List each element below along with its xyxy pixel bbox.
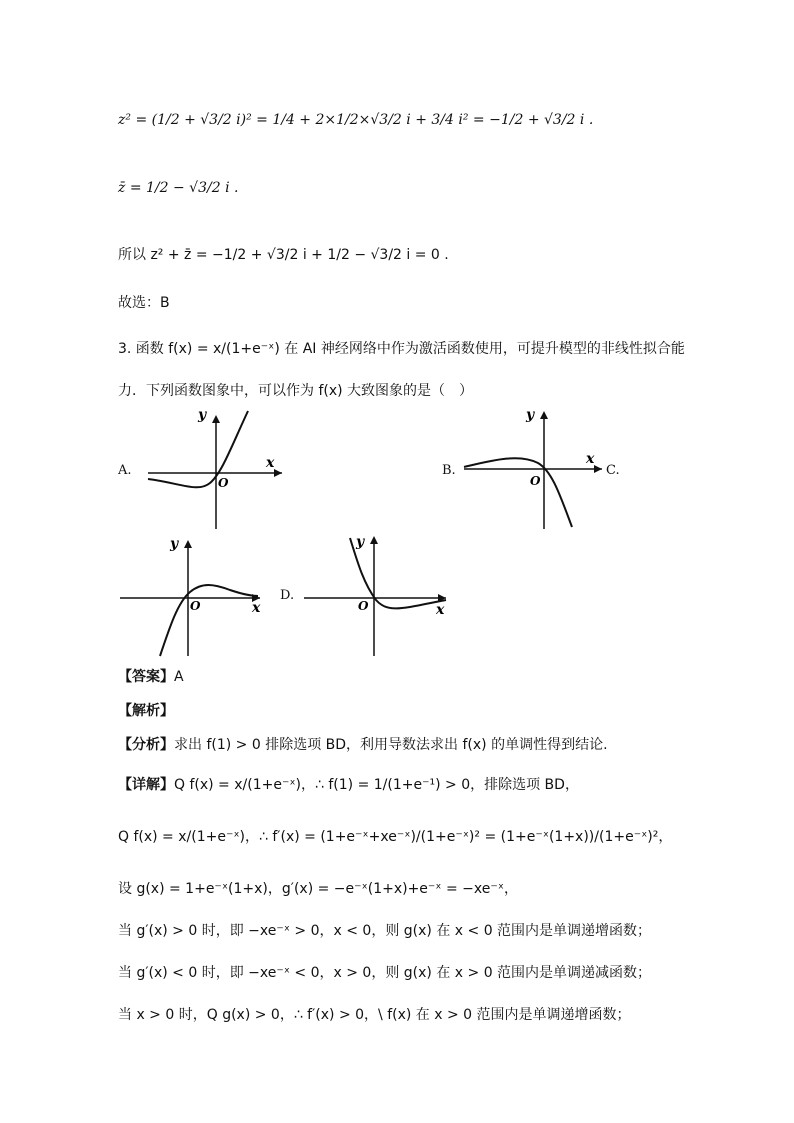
xiangjie-text-4: 当 g′(x) > 0 时，即 −xe⁻ˣ > 0，x < 0，则 g(x) 在 x < 0 范围内是单调递增函数； (118, 923, 652, 939)
answer-tag: 【答案】 (118, 669, 174, 685)
xiangjie-text-6: 当 x > 0 时，Q g(x) > 0，∴ f′(x) > 0，\ f(x) 在 x > 0 范围内是单调递增函数； (118, 1007, 631, 1023)
graph-c-y-arrow (184, 540, 192, 548)
graph-d-x-label: x (436, 602, 445, 618)
xiangjie-text-2: Q f(x) = x/(1+e⁻ˣ)，∴ f′(x) = (1+e⁻ˣ+xe⁻ˣ)/(1+e⁻ˣ)² = (1+e⁻ˣ(1+x))/(1+e⁻ˣ)²， (118, 829, 673, 845)
choose-b-text: 故选：B (118, 295, 170, 311)
answer-line (118, 666, 184, 686)
graph-b-x-label: x (586, 451, 595, 467)
xiangjie-line-1 (118, 774, 579, 794)
z-squared-line (118, 112, 593, 128)
question-3-text-1: 3. 函数 f(x) = x/(1+e⁻ˣ) 在 AI 神经网络中作为激活函数使用，可提升模型的非线性拟合能 (118, 341, 685, 357)
xiangjie-tag: 【详解】 (118, 777, 174, 793)
graph-a-x-arrow (274, 469, 282, 477)
analysis-line (118, 700, 174, 720)
xiangjie-line-2 (118, 826, 672, 846)
graph-b-x-arrow (594, 465, 602, 473)
option-d-label: D. (280, 588, 295, 603)
graph-c-x-label: x (252, 600, 261, 616)
option-c-label: C. (606, 463, 620, 478)
graph-a (140, 405, 290, 535)
graph-c-y-label: y (170, 536, 179, 552)
sum-line (118, 244, 449, 264)
graph-d-y-label: y (356, 534, 365, 550)
xiangjie-line-3 (118, 878, 518, 898)
z-conjugate-line (118, 180, 238, 196)
xiangjie-text-1: Q f(x) = x/(1+e⁻ˣ)，∴ f(1) = 1/(1+e⁻¹) > 0，排除选项 BD， (174, 777, 579, 793)
xiangjie-line-4 (118, 920, 651, 940)
answer-value: A (174, 669, 184, 685)
graph-a-x-label: x (266, 455, 275, 471)
question-3-line-2 (118, 380, 473, 400)
choose-b-line (118, 292, 170, 312)
graph-a-origin-label: O (218, 476, 229, 490)
graph-d-origin-label: O (358, 599, 369, 613)
xiangjie-text-5: 当 g′(x) < 0 时，即 −xe⁻ˣ < 0，x > 0，则 g(x) 在 x > 0 范围内是单调递减函数； (118, 965, 652, 981)
graph-d-y-arrow (370, 536, 378, 544)
option-b-label: B. (442, 463, 456, 478)
graph-b-y-arrow (540, 411, 548, 419)
graph-b-origin-label: O (530, 474, 541, 488)
z-conjugate-text: z̄ = 1/2 − √3/2 i . (118, 180, 239, 196)
graph-b-y-label: y (526, 407, 535, 423)
graph-b (460, 405, 610, 535)
graph-c-curve (160, 585, 258, 656)
graph-a-y-arrow (212, 415, 220, 423)
question-3-text-2: 力．下列函数图象中，可以作为 f(x) 大致图象的是（ ） (118, 383, 474, 399)
graph-a-y-label: y (198, 407, 207, 423)
fenxi-tag: 【分析】 (118, 737, 174, 753)
option-a-label: A. (118, 463, 132, 478)
fenxi-text: 求出 f(1) > 0 排除选项 BD，利用导数法求出 f(x) 的单调性得到结论. (174, 737, 608, 753)
xiangjie-line-6 (118, 1004, 631, 1024)
question-3-line-1 (118, 338, 685, 358)
graph-d (300, 530, 455, 660)
graph-c (118, 530, 268, 660)
analysis-tag: 【解析】 (118, 703, 174, 719)
z-squared-text: z² = (1/2 + √3/2 i)² = 1/4 + 2×1/2×√3/2 i + 3/4 i² = −1/2 + √3/2 i . (118, 112, 594, 128)
xiangjie-text-3: 设 g(x) = 1+e⁻ˣ(1+x)，g′(x) = −e⁻ˣ(1+x)+e⁻ˣ = −xe⁻ˣ， (118, 881, 518, 897)
xiangjie-line-5 (118, 962, 651, 982)
graph-c-origin-label: O (190, 599, 201, 613)
fenxi-line (118, 734, 608, 754)
sum-text: 所以 z² + z̄ = −1/2 + √3/2 i + 1/2 − √3/2 i = 0 . (118, 247, 449, 263)
